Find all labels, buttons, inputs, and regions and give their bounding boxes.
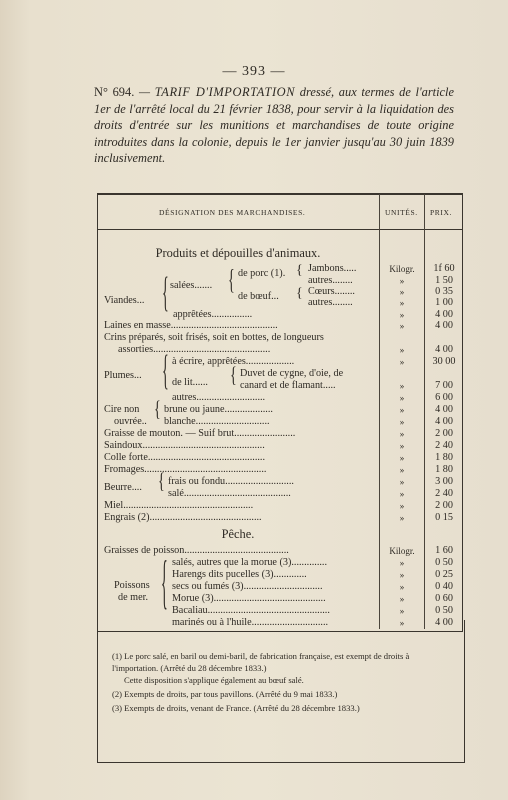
heading-text: dressé, aux termes de l'article 1er de l'arrêté local du 21 février 1838, pour servir à la liquidation des droits d'entrée sur les munitions et marchandises de toute origine introduites dans la colonie, depuis le 1er janvier jusqu'au 30 juin 1839 inclusivement. bbox=[94, 85, 454, 165]
row-price: 0 35 bbox=[435, 286, 453, 297]
table-row: Colle forte.............................................. bbox=[104, 452, 266, 463]
brace-icon: { bbox=[228, 267, 235, 297]
table-row: autres........................... bbox=[172, 392, 266, 403]
row-unit: » bbox=[399, 276, 405, 286]
row-unit: » bbox=[399, 310, 405, 320]
row-unit: » bbox=[399, 381, 405, 391]
row-price: 0 40 bbox=[435, 581, 453, 592]
row-price: 4 00 bbox=[435, 320, 453, 331]
row-unit: » bbox=[399, 453, 405, 463]
table-row: salés, autres que la morue (3).............. bbox=[172, 557, 328, 568]
row-price: 4 00 bbox=[435, 344, 453, 355]
table-row: Laines en masse.......................................... bbox=[104, 320, 278, 331]
row-unit: » bbox=[399, 513, 405, 523]
row-price: 3 00 bbox=[435, 476, 453, 487]
row-unit: Kilogr. bbox=[389, 546, 415, 556]
brace-icon: { bbox=[230, 364, 237, 389]
row-price: 1 80 bbox=[435, 452, 453, 463]
row-unit: » bbox=[399, 321, 405, 331]
row-price: 2 00 bbox=[435, 500, 453, 511]
table-row: Cœurs........ bbox=[308, 286, 355, 297]
table-row: blanche............................. bbox=[164, 416, 270, 427]
group-label: de lit...... bbox=[172, 377, 208, 388]
row-unit: » bbox=[399, 618, 405, 628]
row-price: 4 00 bbox=[435, 416, 453, 427]
row-unit: » bbox=[399, 465, 405, 475]
row-unit: » bbox=[399, 287, 405, 297]
row-price: 2 40 bbox=[435, 488, 453, 499]
page-number: — 393 — bbox=[222, 64, 286, 79]
table-row: Harengs dits pucelles (3)............. bbox=[172, 569, 307, 580]
row-price: 2 00 bbox=[435, 428, 453, 439]
table-row: autres........ bbox=[308, 297, 353, 308]
table-row: frais ou fondu........................... bbox=[168, 476, 294, 487]
group-label: ouvrée.. bbox=[114, 416, 147, 427]
table-row: Graisses de poisson......................................... bbox=[104, 545, 289, 556]
table-row: Saindoux................................................ bbox=[104, 440, 265, 451]
row-price: 0 50 bbox=[435, 557, 453, 568]
row-price: 4 00 bbox=[435, 617, 453, 628]
table-row: assorties.............................................. bbox=[118, 344, 271, 355]
section-title: Produits et dépouilles d'animaux. bbox=[155, 246, 321, 260]
section-title: Pêche. bbox=[221, 527, 255, 541]
brace-icon: { bbox=[158, 470, 165, 495]
row-unit: » bbox=[399, 441, 405, 451]
row-unit: Kilogr. bbox=[389, 264, 415, 274]
row-price: 0 60 bbox=[435, 593, 453, 604]
row-price: 1 80 bbox=[435, 464, 453, 475]
row-unit: » bbox=[399, 357, 405, 367]
row-unit: » bbox=[399, 429, 405, 439]
table-row: canard et de flamant..... bbox=[240, 380, 336, 391]
group-label: salées....... bbox=[170, 280, 213, 291]
col-designation: DÉSIGNATION DES MARCHANDISES. bbox=[159, 208, 306, 217]
col-unites: UNITÉS. bbox=[385, 208, 418, 217]
row-price: 30 00 bbox=[432, 356, 456, 367]
footnote: (1) Le porc salé, en baril ou demi-baril, de fabrication française, est exempt de droits à l'importation. (Arrêté du 28 décembre 1833.) bbox=[112, 651, 410, 673]
row-price: 1f 60 bbox=[433, 263, 455, 274]
col-prix: PRIX. bbox=[430, 208, 452, 217]
table-row: Morue (3)............................................ bbox=[172, 593, 326, 604]
group-label: de bœuf... bbox=[238, 291, 279, 302]
footnote: (3) Exempts de droits, venant de France. (Arrêté du 28 décembre 1833.) bbox=[112, 703, 360, 713]
table-row: Engrais (2)............................................ bbox=[104, 512, 262, 523]
group-label: Cire non bbox=[104, 404, 140, 415]
table-row: Graisse de mouton. — Suif brut........................ bbox=[104, 428, 296, 439]
heading-dash: — bbox=[134, 85, 155, 99]
brace-icon: { bbox=[161, 555, 168, 619]
row-price: 1 60 bbox=[435, 545, 453, 556]
brace-icon: { bbox=[154, 398, 161, 423]
brace-icon: { bbox=[162, 351, 169, 396]
row-unit: » bbox=[399, 405, 405, 415]
table-row: marinés ou à l'huile.............................. bbox=[172, 617, 329, 628]
row-price: 0 15 bbox=[435, 512, 453, 523]
row-price: 1 50 bbox=[435, 275, 453, 286]
table-row: apprêtées................ bbox=[173, 309, 253, 320]
row-price: 1 00 bbox=[435, 297, 453, 308]
table-row: Jambons..... bbox=[308, 263, 357, 274]
table-row: Crins préparés, soit frisés, soit en bottes, de longueurs bbox=[104, 332, 324, 343]
row-unit: » bbox=[399, 558, 405, 568]
table-row: salé.......................................... bbox=[168, 488, 291, 499]
row-price: 2 40 bbox=[435, 440, 453, 451]
footnote: (2) Exempts de droits, par tous pavillons. (Arrêté du 9 mai 1833.) bbox=[112, 689, 338, 699]
row-unit: » bbox=[399, 417, 405, 427]
row-price: 4 00 bbox=[435, 309, 453, 320]
table-row: à écrire, apprêtées................... bbox=[172, 356, 295, 367]
footnote: Cette disposition s'applique également au bœuf salé. bbox=[124, 675, 304, 685]
row-price: 6 00 bbox=[435, 392, 453, 403]
heading-number: N° 694. bbox=[94, 85, 135, 99]
tariff-heading bbox=[94, 84, 454, 167]
table-row: brune ou jaune................... bbox=[164, 404, 273, 415]
group-label: de porc (1). bbox=[238, 268, 286, 279]
heading-title: TARIF D'IMPORTATION bbox=[154, 85, 296, 99]
group-label: Poissons bbox=[114, 580, 150, 591]
row-unit: » bbox=[399, 582, 405, 592]
row-price: 4 00 bbox=[435, 404, 453, 415]
row-unit: » bbox=[399, 489, 405, 499]
row-unit: » bbox=[399, 501, 405, 511]
table-row: Miel................................................... bbox=[104, 500, 254, 511]
table-row: autres........ bbox=[308, 275, 353, 286]
table-row: Duvet de cygne, d'oie, de bbox=[240, 368, 344, 379]
table-row: Bacaliau................................................ bbox=[172, 605, 330, 616]
row-unit: » bbox=[399, 477, 405, 487]
group-label: Viandes... bbox=[104, 295, 145, 306]
brace-icon: { bbox=[162, 273, 169, 318]
row-unit: » bbox=[399, 594, 405, 604]
row-unit: » bbox=[399, 345, 405, 355]
row-unit: » bbox=[399, 298, 405, 308]
group-label: Plumes... bbox=[104, 370, 142, 381]
table-row: secs ou fumés (3)............................... bbox=[172, 581, 323, 592]
table-row: Fromages................................................ bbox=[104, 464, 267, 475]
row-unit: » bbox=[399, 393, 405, 403]
row-price: 0 50 bbox=[435, 605, 453, 616]
table-header bbox=[97, 193, 463, 230]
row-unit: » bbox=[399, 606, 405, 616]
brace-icon: { bbox=[296, 263, 303, 278]
row-price: 7 00 bbox=[435, 380, 453, 391]
column-divider bbox=[424, 194, 425, 629]
group-label: Beurre.... bbox=[104, 482, 142, 493]
row-unit: » bbox=[399, 570, 405, 580]
group-label: de mer. bbox=[118, 592, 148, 603]
brace-icon: { bbox=[296, 286, 303, 301]
row-price: 0 25 bbox=[435, 569, 453, 580]
